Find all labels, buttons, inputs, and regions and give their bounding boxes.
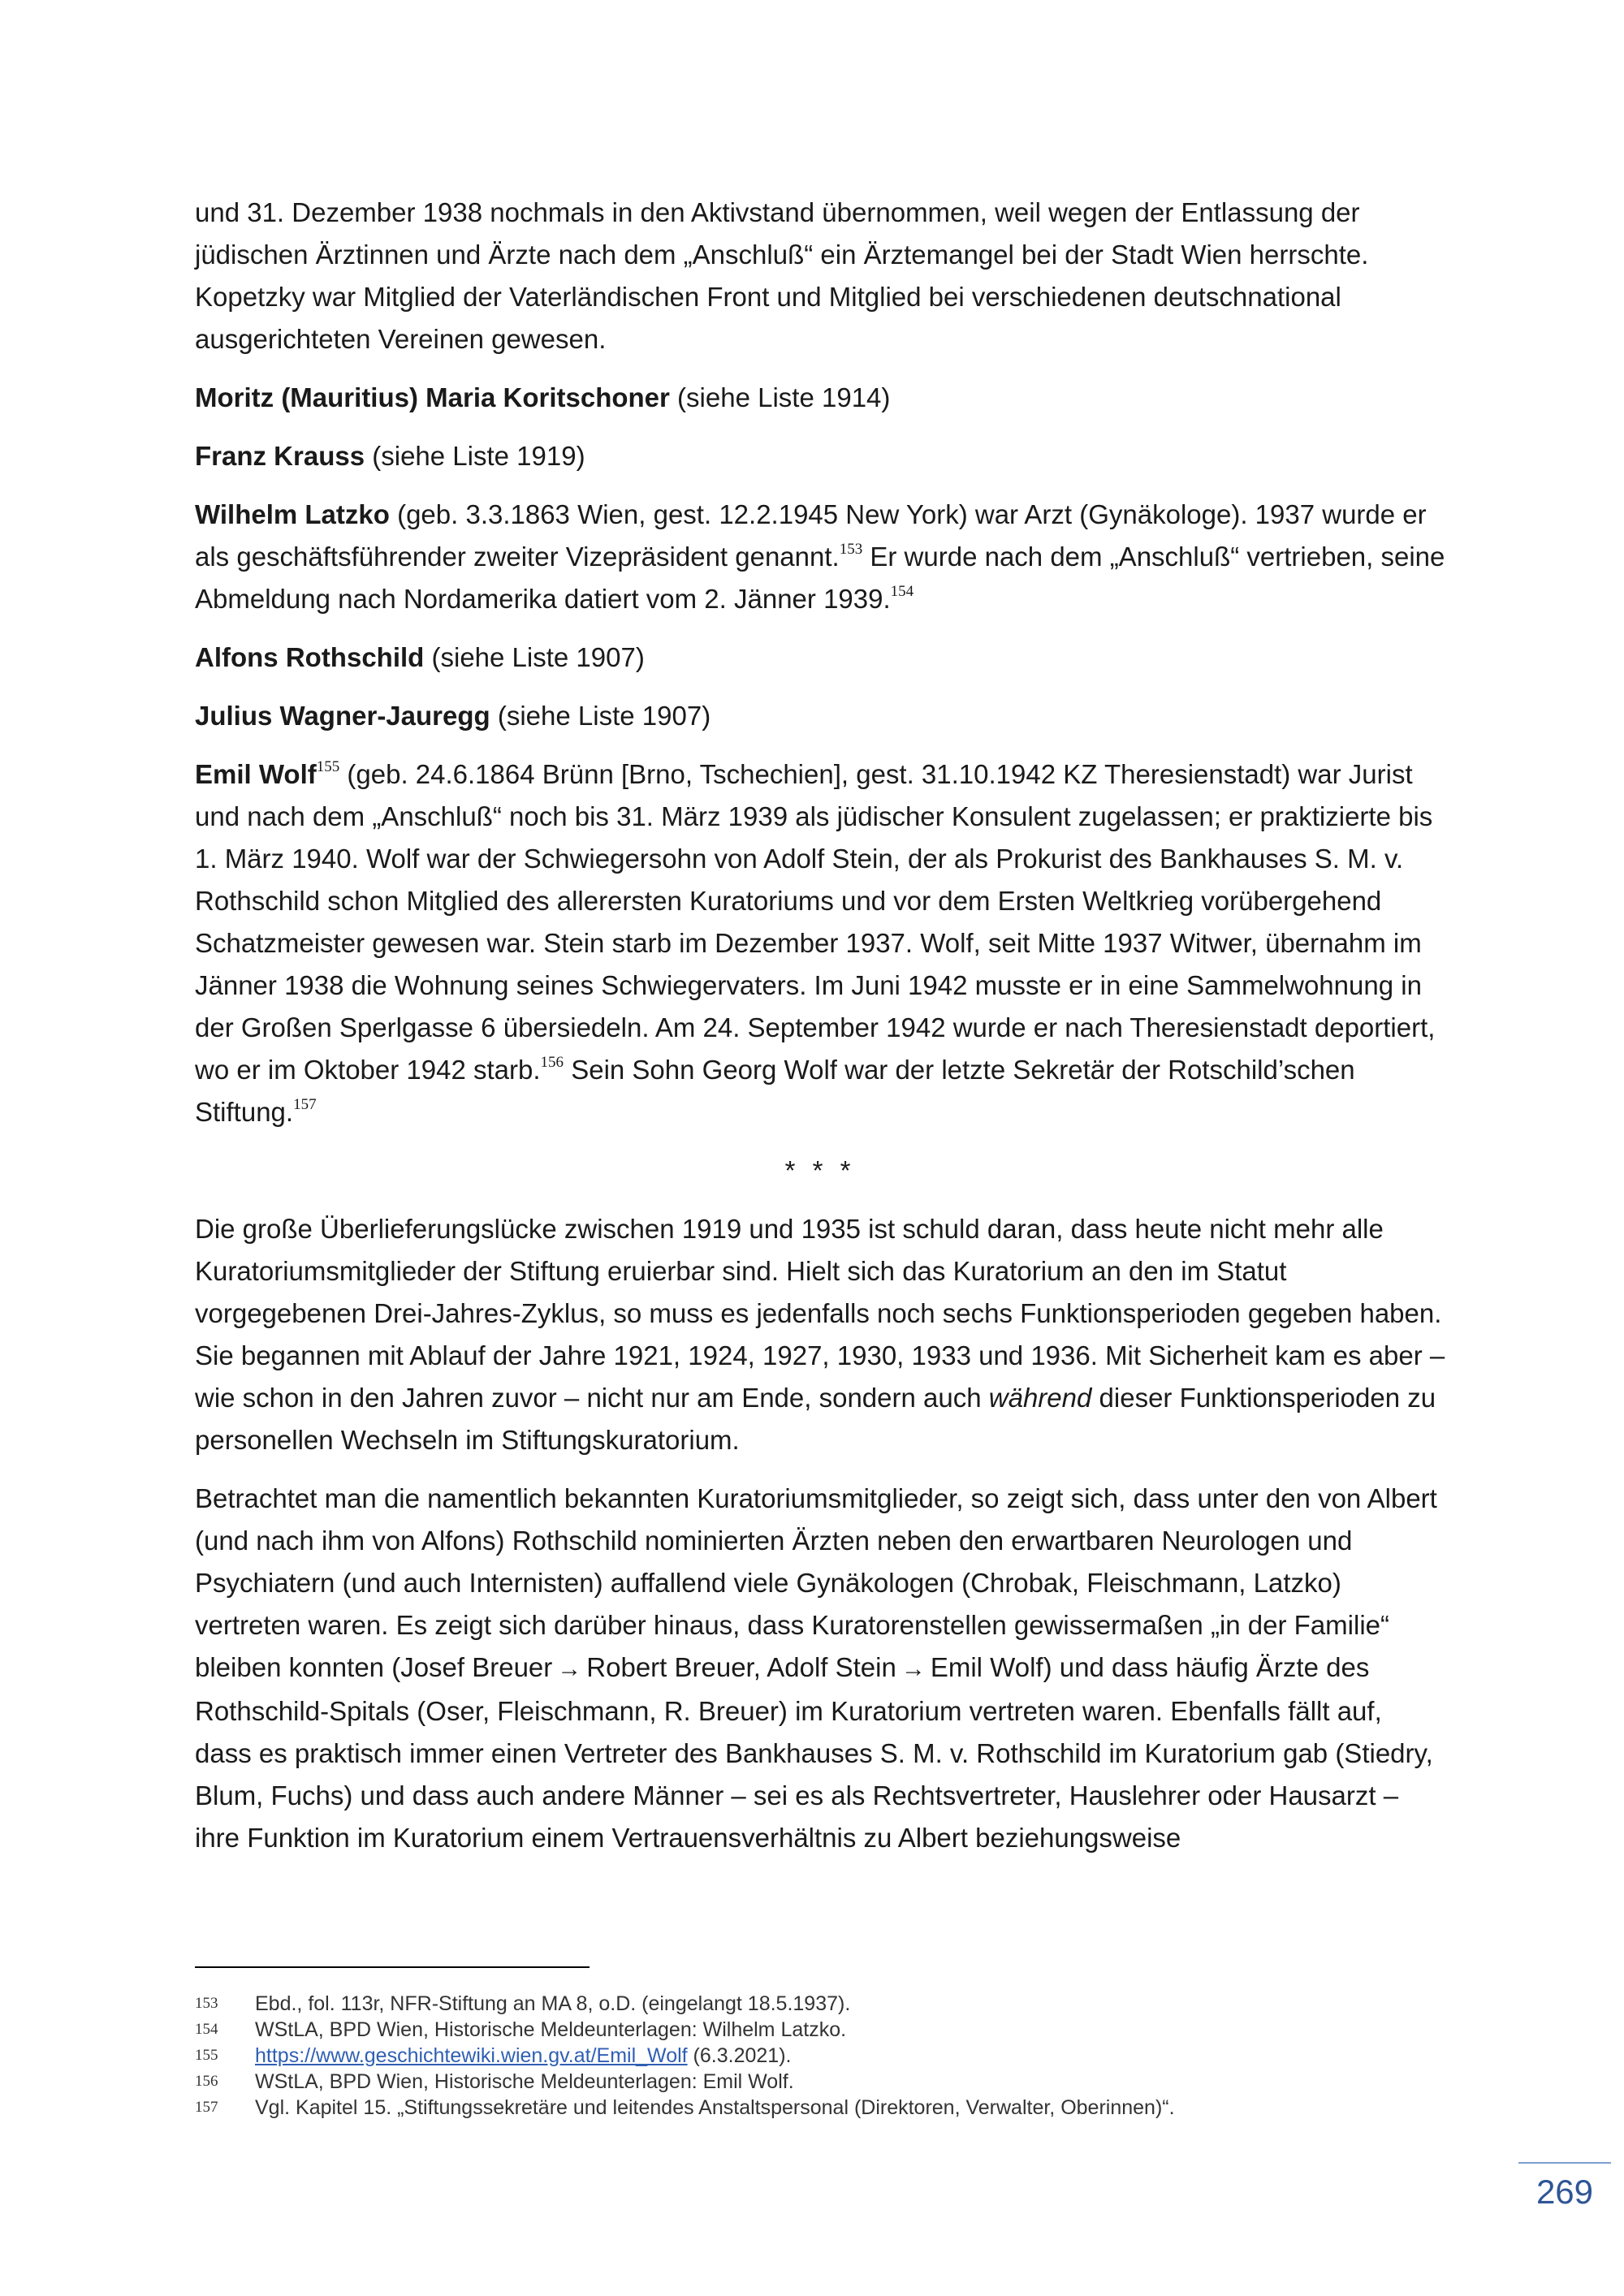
footnote-ref: 154 bbox=[890, 583, 914, 600]
footnote-number: 153 bbox=[195, 1995, 218, 2012]
entry-krauss bbox=[195, 435, 1445, 477]
entry-text: Er wurde nach dem „Anschluß“ vertrieben, seine Abmeldung nach Nordamerika datiert vom 2. Jänner 1939. bbox=[195, 542, 1445, 614]
footnote-date: (6.3.2021). bbox=[687, 2044, 792, 2067]
footnote-number: 157 bbox=[195, 2099, 218, 2116]
entry-text: (siehe Liste 1914) bbox=[669, 382, 891, 412]
entry-wolf bbox=[195, 753, 1445, 1133]
right-arrow-icon: → bbox=[901, 1655, 926, 1682]
intro-paragraph: und 31. Dezember 1938 nochmals in den Aktivstand übernommen, weil wegen der Entlassung der jüdischen Ärztinnen und Ärzte nach dem „Anschluß“ ein Ärztemangel bei der Stadt Wien herrschte. Kopetzky war Mitglied der Vaterländischen Front und Mitglied bei verschiedenen deutschnational ausgerichteten Vereinen gewesen. bbox=[195, 197, 1369, 354]
paragraph-text: Emil Wolf) und dass häufig Ärzte des Rothschild-Spitals (Oser, Fleischmann, R. Breuer) im Kuratorium vertreten waren. Ebenfalls fällt auf, dass es praktisch immer einen Vertreter des Bankhauses S. M. v. Rothschild im Kuratorium gab (Stiedry, Blum, Fuchs) und dass auch andere Männer – sei es als Rechtsvertreter, Hauslehrer oder Hausarzt – ihre Funktion im Kuratorium einem Vertrauensverhältnis zu Albert beziehungsweise bbox=[195, 1652, 1433, 1853]
page-number: 269 bbox=[1535, 2173, 1594, 2211]
entry-wagner-jauregg bbox=[195, 695, 1445, 737]
gap-paragraph bbox=[195, 1208, 1445, 1461]
footnote-number: 155 bbox=[195, 2047, 218, 2064]
page-number-rule bbox=[1518, 2162, 1611, 2164]
footnote-text bbox=[255, 2043, 1445, 2069]
entry-rothschild bbox=[195, 637, 1445, 679]
person-name: Wilhelm Latzko bbox=[195, 499, 390, 529]
right-arrow-icon: → bbox=[557, 1655, 582, 1682]
entry-koritschoner bbox=[195, 377, 1445, 419]
footnote-157 bbox=[195, 2095, 1445, 2121]
emphasis-text: während bbox=[988, 1383, 1092, 1413]
footnote-154 bbox=[195, 2017, 1445, 2043]
body-text bbox=[195, 192, 1445, 1875]
footnote-text: WStLA, BPD Wien, Historische Meldeunterlagen: Emil Wolf. bbox=[255, 2070, 794, 2093]
paragraph-text: Die große Überlieferungslücke zwischen 1919 und 1935 ist schuld daran, dass heute nicht mehr alle Kuratoriumsmitglieder der Stiftung eruierbar sind. Hielt sich das Kuratorium an den im Statut vorgegebenen Drei-Jahres-Zyklus, so muss es jedenfalls noch sechs Funktionsperioden gegeben haben. Sie begannen mit Ablauf der Jahre 1921, 1924, 1927, 1930, 1933 und 1936. Mit Sicherheit kam es aber – wie schon in den Jahren zuvor – nicht nur am Ende, sondern auch bbox=[195, 1214, 1445, 1413]
section-separator: * * * bbox=[784, 1155, 856, 1185]
footnote-ref: 156 bbox=[540, 1054, 564, 1071]
entry-text: (geb. 3.3.1863 Wien, gest. 12.2.1945 New York) war Arzt (Gynäkologe). 1937 wurde er als geschäftsführender zweiter Vizepräsident genannt. bbox=[195, 499, 1427, 572]
paragraph-text: dieser Funktionsperioden zu personellen Wechseln im Stiftungskuratorium. bbox=[195, 1383, 1436, 1455]
entry-latzko bbox=[195, 494, 1445, 620]
footnote-number: 156 bbox=[195, 2073, 218, 2090]
footnote-text: Ebd., fol. 113r, NFR-Stiftung an MA 8, o.D. (eingelangt 18.5.1937). bbox=[255, 1992, 851, 2015]
footnote-ref: 153 bbox=[839, 541, 863, 558]
analysis-paragraph bbox=[195, 1478, 1445, 1859]
person-name: Alfons Rothschild bbox=[195, 642, 425, 672]
person-name: Moritz (Mauritius) Maria Koritschoner bbox=[195, 382, 670, 412]
footnote-ref: 155 bbox=[316, 758, 340, 775]
footnotes bbox=[195, 1991, 1445, 2121]
footnote-153 bbox=[195, 1991, 1445, 2017]
footnote-text: WStLA, BPD Wien, Historische Meldeunterlagen: Wilhelm Latzko. bbox=[255, 2018, 847, 2041]
paragraph-text: Robert Breuer, Adolf Stein bbox=[586, 1652, 896, 1682]
footnote-number: 154 bbox=[195, 2021, 218, 2038]
footnote-link[interactable]: https://www.geschichtewiki.wien.gv.at/Emil_Wolf bbox=[255, 2044, 688, 2067]
footnote-divider bbox=[195, 1966, 590, 1968]
entry-text: (siehe Liste 1919) bbox=[365, 441, 585, 471]
entry-text: (siehe Liste 1907) bbox=[424, 642, 645, 672]
entry-text: (siehe Liste 1907) bbox=[490, 701, 711, 731]
entry-text: (geb. 24.6.1864 Brünn [Brno, Tschechien], gest. 31.10.1942 KZ Theresienstadt) war Jurist und nach dem „Anschluß“ noch bis 31. März 1939 als jüdischer Konsulent zugelassen; er praktizierte bis 1. März 1940. Wolf war der Schwiegersohn von Adolf Stein, der als Prokurist des Bankhauses S. M. v. Rothschild schon Mitglied des allerersten Kuratoriums und vor dem Ersten Weltkrieg vorübergehend Schatzmeister gewesen war. Stein starb im Dezember 1937. Wolf, seit Mitte 1937 Witwer, übernahm im Jänner 1938 die Wohnung seines Schwiegervaters. Im Juni 1942 musste er in eine Sammelwohnung in der Großen Sperlgasse 6 übersiedeln. Am 24. September 1942 wurde er nach Theresienstadt deportiert, wo er im Oktober 1942 starb. bbox=[195, 759, 1436, 1085]
entry-text: Sein Sohn Georg Wolf war der letzte Sekretär der Rotschild’schen Stiftung. bbox=[195, 1055, 1355, 1127]
paragraph-text: Betrachtet man die namentlich bekannten Kuratoriumsmitglieder, so zeigt sich, dass unter den von Albert (und nach ihm von Alfons) Rothschild nominierten Ärzten neben den erwartbaren Neurologen und Psychiatern (und auch Internisten) auffallend viele Gynäkologen (Chrobak, Fleischmann, Latzko) vertreten waren. Es zeigt sich darüber hinaus, dass Kuratorenstellen gewissermaßen „in der Familie“ bleiben konnten (Josef Breuer bbox=[195, 1483, 1437, 1682]
person-name: Julius Wagner-Jauregg bbox=[195, 701, 490, 731]
footnote-text: Vgl. Kapitel 15. „Stiftungssekretäre und leitendes Anstaltspersonal (Direktoren, Verwalter, Oberinnen)“. bbox=[255, 2096, 1175, 2119]
footnote-156 bbox=[195, 2069, 1445, 2095]
footnote-155 bbox=[195, 2043, 1445, 2069]
person-name: Emil Wolf bbox=[195, 759, 317, 789]
footnote-ref: 157 bbox=[293, 1096, 317, 1113]
person-name: Franz Krauss bbox=[195, 441, 365, 471]
